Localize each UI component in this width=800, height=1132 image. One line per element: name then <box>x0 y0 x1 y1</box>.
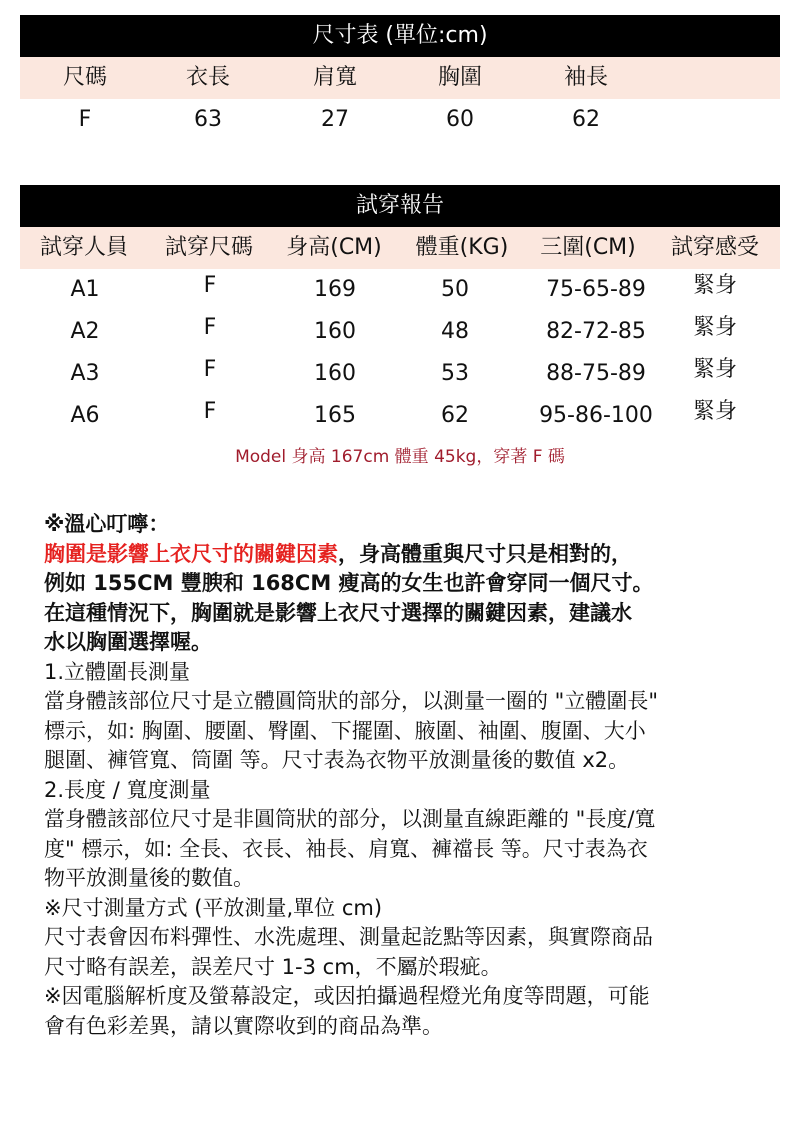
trial-header-cell: 三圍(CM) <box>540 235 636 260</box>
tips-line: 標示，如: 胸圍、腰圍、臀圍、下擺圍、腋圍、袖圍、腹圍、大小 <box>44 718 646 743</box>
size-cell: 60 <box>446 107 474 132</box>
tips-line: 當身體該部位尺寸是立體圓筒狀的部分，以測量一圈的 "立體圍長" <box>44 689 658 713</box>
tips-red-text: 胸圍是影響上衣尺寸的關鍵因素 <box>44 541 338 566</box>
tips-bold-line: 在這種情況下，胸圍就是影響上衣尺寸選擇的關鍵因素，建議水 <box>44 600 632 625</box>
size-cell: 27 <box>321 107 349 132</box>
trial-cell: 160 <box>314 319 356 344</box>
trial-cell: F <box>203 357 217 382</box>
trial-row <box>20 353 780 395</box>
tips-bold-line: 水以胸圍選擇喔。 <box>44 630 212 654</box>
size-cell: F <box>78 107 92 132</box>
size-table-title: 尺寸表 (單位:cm) <box>20 15 780 57</box>
trial-row <box>20 395 780 437</box>
trial-cell: 緊身 <box>692 357 737 382</box>
trial-row <box>20 311 780 353</box>
trial-cell: 62 <box>441 403 469 428</box>
trial-cell: 50 <box>441 277 469 302</box>
trial-header-cell: 身高(CM) <box>286 235 382 260</box>
tips-line: 尺寸表會因布料彈性、水洗處理、測量起訖點等因素，與實際商品 <box>44 925 653 949</box>
tips-section <box>44 510 764 1041</box>
tips-bold-line: 例如 155CM 豐腴和 168CM 瘦高的女生也許會穿同一個尺寸。 <box>44 571 654 595</box>
tips-heading: ※溫心叮嚀： <box>44 512 170 536</box>
tips-line: 2.長度 / 寬度測量 <box>44 777 211 802</box>
trial-cell: 緊身 <box>692 399 737 424</box>
tips-line: ※因電腦解析度及螢幕設定，或因拍攝過程燈光角度等問題，可能 <box>44 984 650 1008</box>
trial-table-title: 試穿報告 <box>20 185 780 227</box>
trial-cell: 88-75-89 <box>546 361 646 386</box>
trial-cell: 緊身 <box>692 315 737 340</box>
tips-bold-rest: ，身高體重與尺寸只是相對的， <box>338 541 632 566</box>
trial-cell: A2 <box>70 319 100 344</box>
size-header-cell: 胸圍 <box>437 65 482 90</box>
trial-cell: A3 <box>70 361 100 386</box>
size-table-row <box>20 99 780 141</box>
tips-line: 腿圍、褲管寬、筒圍 等。尺寸表為衣物平放測量後的數值 x2。 <box>44 748 630 772</box>
trial-cell: F <box>203 399 217 424</box>
trial-header-cell: 試穿人員 <box>39 235 128 260</box>
size-header-cell: 尺碼 <box>62 65 107 90</box>
trial-cell: 53 <box>441 361 469 386</box>
trial-cell: 75-65-89 <box>546 277 646 302</box>
trial-cell: 82-72-85 <box>546 319 646 344</box>
tips-line: 尺寸略有誤差，誤差尺寸 1-3 cm，不屬於瑕疵。 <box>44 954 502 979</box>
trial-row <box>20 269 780 311</box>
trial-header-cell: 試穿感受 <box>670 235 759 260</box>
tips-line: 度" 標示，如: 全長、衣長、袖長、肩寬、褲襠長 等。尺寸表為衣 <box>44 836 648 861</box>
trial-cell: 165 <box>314 403 356 428</box>
size-cell: 63 <box>194 107 222 132</box>
trial-header-cell: 體重(KG) <box>415 235 509 260</box>
size-header-cell: 肩寬 <box>312 65 357 90</box>
trial-cell: 160 <box>314 361 356 386</box>
tips-line: ※尺寸測量方式 (平放測量,單位 cm) <box>44 895 383 920</box>
tips-line: 當身體該部位尺寸是非圓筒狀的部分，以測量直線距離的 "長度/寬 <box>44 807 656 831</box>
tips-line: 物平放測量後的數值。 <box>44 866 254 890</box>
tips-line: 1.立體圍長測量 <box>44 659 191 684</box>
trial-header-cell: 試穿尺碼 <box>164 235 253 260</box>
trial-cell: 169 <box>314 277 356 302</box>
trial-cell: F <box>203 315 217 340</box>
trial-cell: A1 <box>70 277 100 302</box>
trial-cell: F <box>203 273 217 298</box>
trial-cell: 48 <box>441 319 469 344</box>
trial-cell: 95-86-100 <box>539 403 653 428</box>
trial-table-header <box>20 227 780 269</box>
trial-cell: 緊身 <box>692 273 737 298</box>
model-note: Model 身高 167cm 體重 45kg，穿著 F 碼 <box>235 447 565 467</box>
size-cell: 62 <box>572 107 600 132</box>
tips-key-line <box>44 540 764 570</box>
size-header-cell: 袖長 <box>563 65 608 90</box>
trial-cell: A6 <box>70 403 100 428</box>
size-header-cell: 衣長 <box>185 65 230 90</box>
tips-line: 會有色彩差異，請以實際收到的商品為準。 <box>44 1013 443 1038</box>
size-table-header <box>20 57 780 99</box>
